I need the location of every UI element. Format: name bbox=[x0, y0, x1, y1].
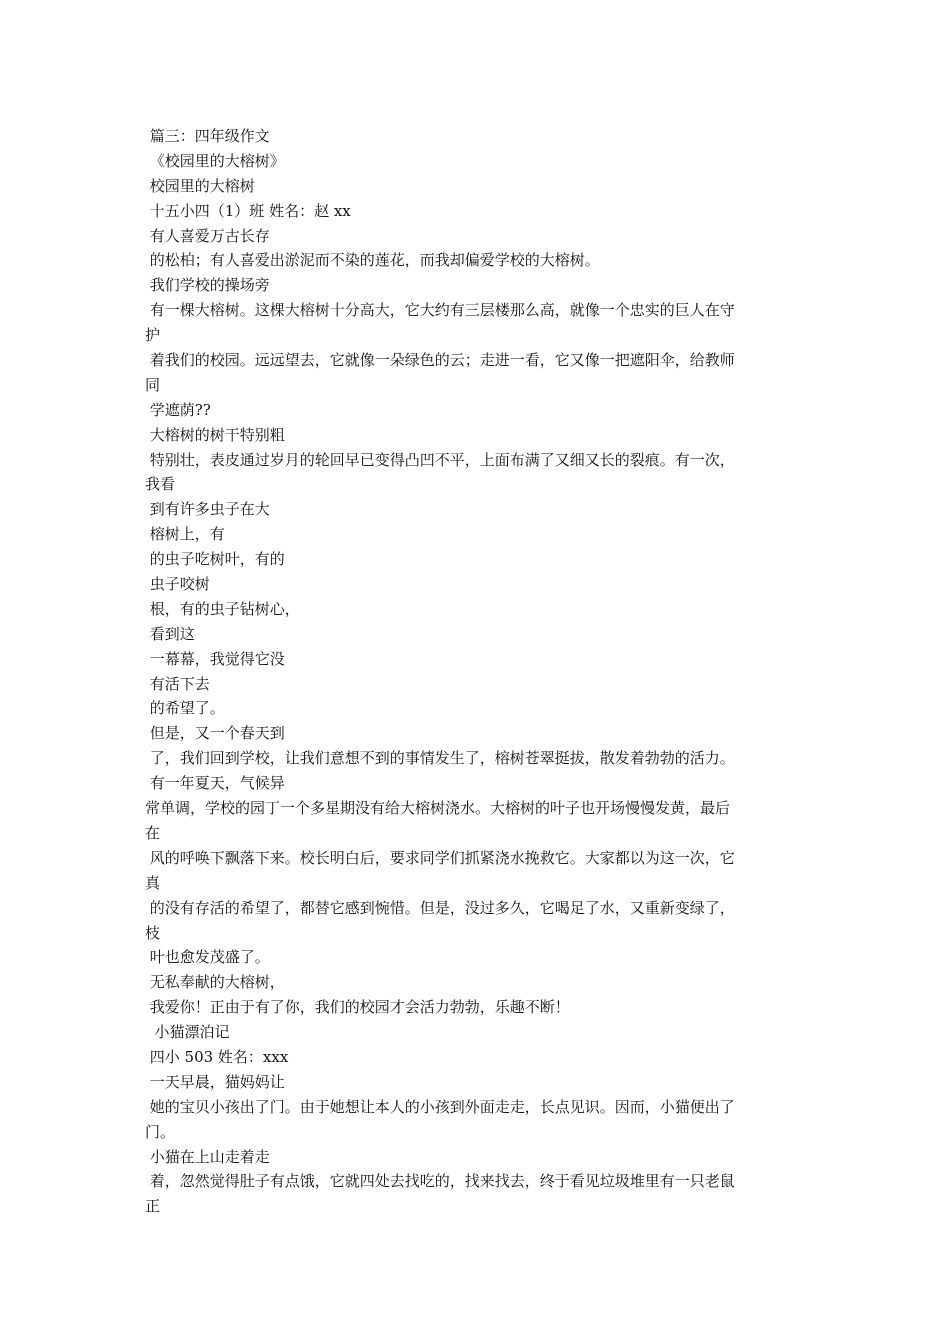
text-line: 有一棵大榕树。这棵大榕树十分高大，它大约有三层楼那么高，就像一个忠实的巨人在守 bbox=[145, 301, 735, 320]
text-line: 无私奉献的大榕树， bbox=[145, 973, 285, 992]
text-line: 风的呼唤下飘落下来。校长明白后，要求同学们抓紧浇水挽救它。大家都以为这一次，它 bbox=[145, 848, 735, 867]
text-line: 的希望了。 bbox=[145, 699, 225, 718]
text-line: 《校园里的大榕树》 bbox=[145, 151, 285, 170]
text-line: 小猫漂泊记 bbox=[145, 1023, 230, 1042]
text-line: 正 bbox=[145, 1197, 161, 1216]
text-line: 她的宝贝小孩出了门。由于她想让本人的小孩到外面走走，长点见识。因而，小猫便出了 bbox=[145, 1097, 735, 1116]
text-line: 一幕幕，我觉得它没 bbox=[145, 649, 285, 668]
text-line: 我爱你！正由于有了你，我们的校园才会活力勃勃，乐趣不断！ bbox=[145, 998, 570, 1017]
text-line: 的虫子吃树叶，有的 bbox=[145, 550, 285, 569]
text-line: 根，有的虫子钻树心， bbox=[145, 599, 300, 618]
text-line: 叶也愈发茂盛了。 bbox=[145, 948, 270, 967]
text-line: 了，我们回到学校，让我们意想不到的事情发生了，榕树苍翠挺拔，散发着勃勃的活力。 bbox=[145, 749, 735, 768]
text-line: 大榕树的树干特别粗 bbox=[145, 425, 285, 444]
text-line: 着我们的校园。远远望去，它就像一朵绿色的云；走进一看，它又像一把遮阳伞，给教师 bbox=[145, 351, 735, 370]
text-line: 的松柏；有人喜爱出淤泥而不染的莲花，而我却偏爱学校的大榕树。 bbox=[145, 251, 600, 270]
text-line: 看到这 bbox=[145, 624, 195, 643]
text-line: 的没有存活的希望了，都替它感到惋惜。但是，没过多久，它喝足了水，又重新变绿了， bbox=[145, 898, 735, 917]
text-line: 在 bbox=[145, 823, 161, 842]
text-line: 护 bbox=[145, 326, 161, 345]
text-line: 有一年夏天，气候异 bbox=[145, 774, 285, 793]
document-body bbox=[145, 124, 807, 1219]
text-line: 小猫在上山走着走 bbox=[145, 1147, 270, 1166]
text-line: 学遮荫?? bbox=[145, 400, 211, 419]
text-line: 有活下去 bbox=[145, 674, 210, 693]
text-line: 校园里的大榕树 bbox=[145, 176, 255, 195]
text-line: 着，忽然觉得肚子有点饿，它就四处去找吃的，找来找去，终于看见垃圾堆里有一只老鼠 bbox=[145, 1172, 735, 1191]
text-line: 榕树上，有 bbox=[145, 525, 225, 544]
text-line: 常单调，学校的园丁一个多星期没有给大榕树浇水。大榕树的叶子也开场慢慢发黄，最后 bbox=[145, 799, 731, 818]
text-line: 四小 503 姓名：xxx bbox=[145, 1047, 289, 1066]
text-line: 一天早晨，猫妈妈让 bbox=[145, 1072, 285, 1091]
text-line: 同 bbox=[145, 375, 161, 394]
text-line: 枝 bbox=[145, 923, 161, 942]
text-line: 真 bbox=[145, 873, 161, 892]
text-line: 但是，又一个春天到 bbox=[145, 724, 285, 743]
text-line: 特别壮，表皮通过岁月的轮回早已变得凸凹不平，上面布满了又细又长的裂痕。有一次， bbox=[145, 450, 735, 469]
text-line: 篇三：四年级作文 bbox=[145, 127, 270, 145]
text-line: 虫子咬树 bbox=[145, 575, 210, 594]
text-line: 我们学校的操场旁 bbox=[145, 276, 270, 295]
text-line: 门。 bbox=[145, 1122, 176, 1141]
text-line: 到有许多虫子在大 bbox=[145, 500, 270, 519]
text-line: 十五小四（1）班 姓名：赵 xx bbox=[145, 201, 351, 220]
text-line: 我看 bbox=[145, 475, 176, 494]
text-line: 有人喜爱万古长存 bbox=[145, 226, 270, 245]
